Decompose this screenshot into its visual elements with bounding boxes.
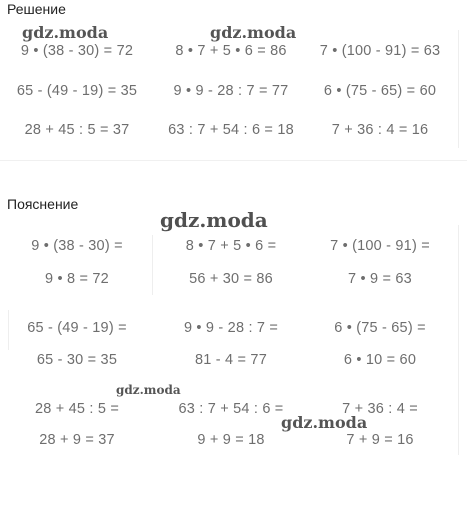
solution-equation: 9 • 9 - 28 : 7 = 77 [173,83,289,99]
solution-equation: 63 : 7 + 54 : 6 = 18 [168,122,294,138]
solution-equation: 65 - (49 - 19) = 35 [16,83,138,99]
explanation-equation: 28 + 45 : 5 = [34,401,120,417]
explanation-equation: 63 : 7 + 54 : 6 = [178,401,284,417]
explanation-equation: 9 • 8 = 72 [45,271,109,287]
watermark: gdz.moda [210,23,297,42]
solution-equation: 9 • (38 - 30) = 72 [20,43,134,59]
explanation-equation: 7 + 9 = 16 [346,432,414,448]
explanation-equation: 7 + 36 : 4 = [342,401,418,417]
solution-heading: Решение [7,1,66,17]
divider [8,310,9,350]
solution-equation: 7 • (100 - 91) = 63 [319,43,441,59]
solution-equation: 6 • (75 - 65) = 60 [323,83,437,99]
solution-equation: 7 + 36 : 4 = 16 [331,122,429,138]
explanation-equation: 9 + 9 = 18 [197,432,265,448]
watermark: gdz.moda [22,23,109,42]
explanation-equation: 7 • 9 = 63 [348,271,412,287]
explanation-equation: 28 + 9 = 37 [39,432,115,448]
divider [152,235,153,295]
explanation-equation: 9 • (38 - 30) = [31,238,123,254]
watermark: gdz.moda [116,383,181,397]
explanation-equation: 65 - (49 - 19) = [27,320,127,336]
explanation-equation: 56 + 30 = 86 [189,271,273,287]
solution-equation: 8 • 7 + 5 • 6 = 86 [175,43,287,59]
explanation-heading: Пояснение [7,196,79,212]
divider [458,225,459,455]
solution-equation: 28 + 45 : 5 = 37 [24,122,130,138]
explanation-equation: 7 • (100 - 91) = [330,238,430,254]
explanation-equation: 6 • (75 - 65) = [334,320,426,336]
divider [0,160,467,161]
explanation-equation: 81 - 4 = 77 [195,352,267,368]
explanation-equation: 9 • 9 - 28 : 7 = [183,320,279,336]
explanation-equation: 65 - 30 = 35 [36,352,118,368]
explanation-equation: 6 • 10 = 60 [343,352,417,368]
divider [458,30,459,148]
watermark: gdz.moda [281,413,368,432]
watermark: gdz.moda [160,208,268,232]
explanation-equation: 8 • 7 + 5 • 6 = [185,238,277,254]
